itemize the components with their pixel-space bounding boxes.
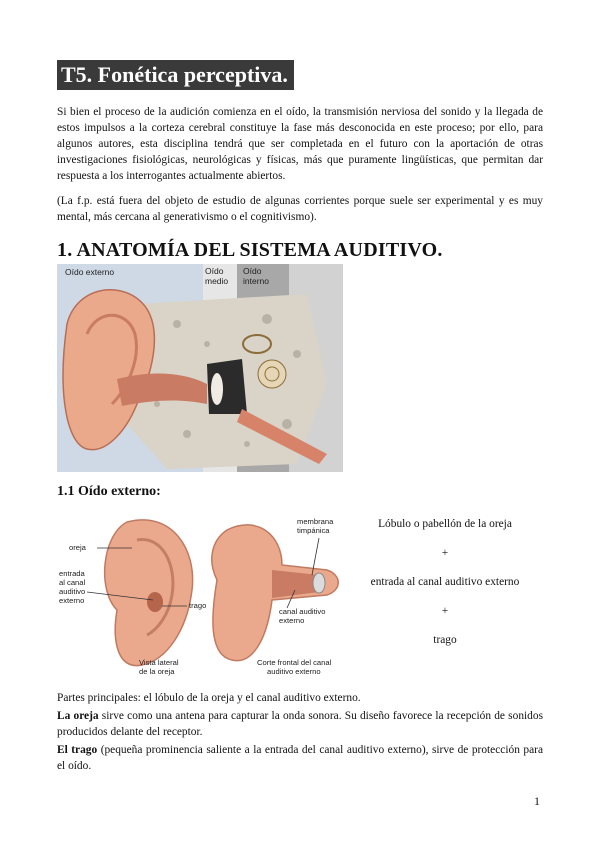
oreja-term: La oreja	[57, 710, 99, 722]
trago-term: El trago	[57, 744, 98, 756]
label-entrada-3: auditivo	[59, 587, 86, 596]
caption-lateral-2: de la oreja	[139, 667, 175, 676]
label-membrana-1: membrana	[297, 517, 334, 526]
label-oido-medio-1: Oído	[205, 266, 224, 276]
label-membrana-2: timpánica	[297, 526, 330, 535]
label-entrada-4: externo	[59, 596, 85, 605]
label-oido-interno-2: interno	[243, 276, 269, 286]
ear-anatomy-figure	[57, 264, 343, 472]
label-oido-interno-1: Oído	[243, 266, 262, 276]
label-entrada-2: al canal	[59, 578, 86, 587]
oreja-description: sirve como una antena para capturar la onda sonora. Su diseño favorece la recepción de sonidos producidos delante del receptor.	[57, 710, 543, 738]
side-text-lobulo: Lóbulo o pabellón de la oreja	[378, 518, 512, 530]
label-canal-1: canal auditivo	[279, 607, 326, 616]
label-oido-medio-2: medio	[205, 276, 229, 286]
label-oido-externo: Oído externo	[65, 267, 115, 277]
page-title: T5. Fonética perceptiva.	[57, 60, 294, 90]
parts-paragraph: Partes principales: el lóbulo de la oreja y el canal auditivo externo.	[57, 692, 361, 704]
subsection-heading-oido-externo: 1.1 Oído externo:	[57, 484, 161, 499]
label-oreja: oreja	[69, 543, 86, 552]
oreja-paragraph	[57, 708, 543, 740]
label-entrada-1: entrada	[59, 569, 85, 578]
section-heading-anatomy: 1. ANATOMÍA DEL SISTEMA AUDITIVO.	[57, 239, 443, 261]
caption-frontal-1: Corte frontal del canal	[257, 658, 332, 667]
label-trago: trago	[189, 601, 207, 610]
page-number: 1	[534, 794, 540, 808]
caption-lateral-1: Vista lateral	[139, 658, 179, 667]
note-paragraph: (La f.p. está fuera del objeto de estudio de algunas corrientes porque suele ser experimental y es muy mental, más cercana al generativismo o el cognitivismo).	[57, 195, 543, 223]
side-text-trago: trago	[433, 634, 457, 646]
trago-description: (pequeña prominencia saliente a la entrada del canal auditivo externo), sirve de protección para el oído.	[57, 744, 543, 772]
trago-paragraph	[57, 742, 543, 774]
side-text-plus-1: +	[441, 547, 449, 559]
intro-paragraph: Si bien el proceso de la audición comienza en el oído, la transmisión nerviosa del sonido y la llegada de estos impulsos a la corteza cerebral constituye la fase más desconocida en este proceso; por ello, para algunos autores, esta disciplina tendrá que ser completada en el futuro con la aportación de otras investigaciones fisiológicas, neurológicas y físicas, más que puramente lingüísticas, que permitan dar respuesta a los interrogantes actualmente abiertos.	[57, 106, 543, 182]
side-text-entrada: entrada al canal auditivo externo	[370, 576, 520, 588]
outer-ear-figure	[57, 510, 349, 678]
caption-frontal-2: auditivo externo	[267, 667, 321, 676]
label-canal-2: externo	[279, 616, 305, 625]
side-text-plus-2: +	[441, 605, 449, 617]
